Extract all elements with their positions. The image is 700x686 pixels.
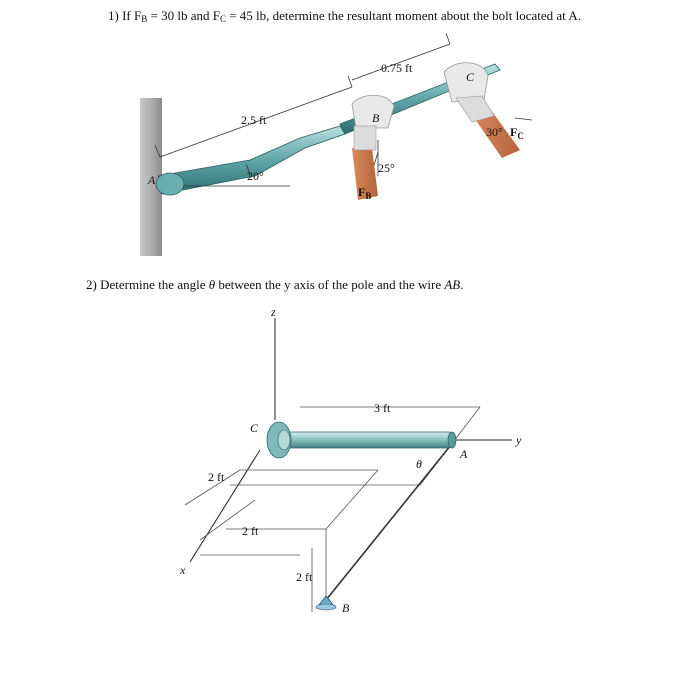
point-a-label: A bbox=[460, 447, 468, 461]
problem-1-sub-b: B bbox=[141, 14, 148, 24]
dim-2-5-ft-label: 2.5 ft bbox=[241, 113, 267, 127]
axis-x-label: x bbox=[180, 563, 186, 577]
problem-1-text-c: = 45 lb, determine the resultant moment about the bolt located at A. bbox=[225, 8, 581, 23]
problem-1-sub-c: C bbox=[219, 14, 226, 24]
problem-1-text-a: If F bbox=[122, 8, 142, 23]
force-fc-label: $F_C$ bbox=[510, 125, 524, 141]
problem-2-text-b: between the y axis of the pole and the wire bbox=[215, 277, 445, 292]
problem-2-period: . bbox=[460, 277, 464, 292]
angle-30-label: 30° bbox=[486, 125, 503, 139]
angle-20-label: 20° bbox=[247, 169, 264, 183]
x-axis bbox=[190, 450, 260, 562]
axis-z-label: z bbox=[271, 305, 276, 319]
problem-1-number: 1) bbox=[108, 8, 119, 23]
angle-25-label: 25° bbox=[378, 161, 395, 175]
problem-2-text-a: 2) Determine the angle bbox=[86, 277, 209, 292]
dim-2-ft-x-label: 2 ft bbox=[208, 470, 225, 484]
axis-y-label: y bbox=[516, 433, 522, 447]
anchor-b bbox=[316, 596, 336, 610]
dim-2-ft-along-label: 2 ft bbox=[242, 524, 259, 538]
problem-1-text-b: = 30 lb and F bbox=[147, 8, 220, 23]
problem-2-wire: AB bbox=[444, 277, 461, 292]
pole bbox=[267, 422, 456, 458]
point-a-label: A bbox=[148, 173, 156, 187]
dim-3-ft-label: 3 ft bbox=[374, 401, 391, 415]
dim-2-ft-vert-label: 2 ft bbox=[296, 570, 313, 584]
problem-2-theta: θ bbox=[208, 277, 216, 292]
angle-theta-label: θ bbox=[416, 457, 422, 471]
dim-0-75-ft-label: 0.75 ft bbox=[381, 61, 413, 75]
force-fb-label: $F_B$ bbox=[358, 185, 372, 201]
point-c-label: C bbox=[250, 421, 259, 435]
wire-ab bbox=[326, 440, 455, 600]
point-c-label: C bbox=[466, 70, 475, 84]
point-b-label: B bbox=[372, 111, 380, 125]
point-b-label: B bbox=[342, 601, 350, 615]
